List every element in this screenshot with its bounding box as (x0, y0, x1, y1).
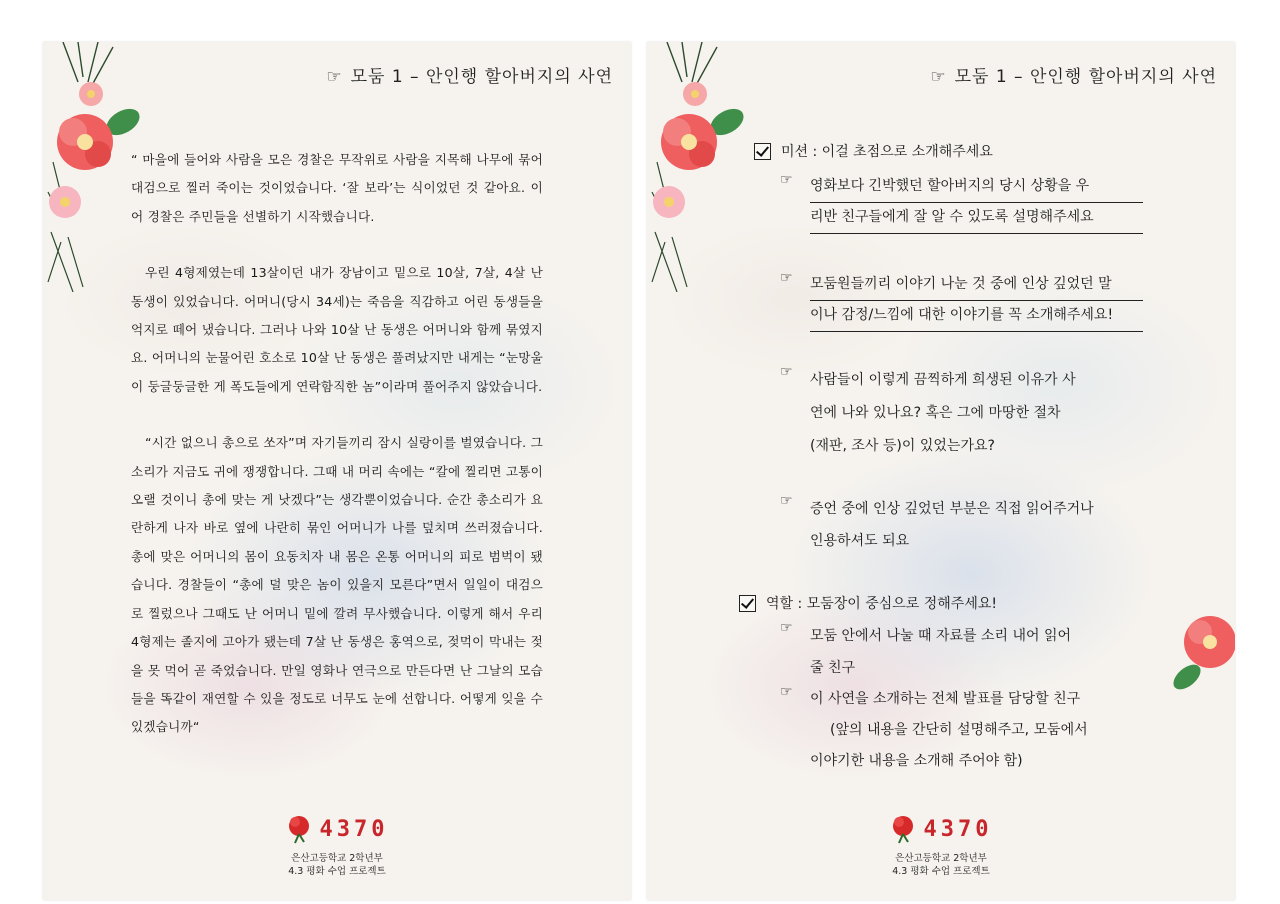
mission-heading (754, 141, 993, 161)
pointing-hand-icon: ☞ (780, 270, 793, 286)
role-item (780, 684, 1088, 777)
checkbox-checked-icon (739, 595, 756, 612)
role-item-line: 모둠 안에서 나눌 때 자료를 소리 내어 읽어 (810, 628, 1072, 644)
footer (647, 814, 1235, 878)
logo-number: 4370 (923, 816, 993, 842)
role-item (780, 620, 1072, 684)
pointing-hand-icon: ☞ (780, 172, 793, 188)
school-name: 은산고등학교 2학년부 (291, 853, 383, 864)
role-item-line: 줄 친구 (810, 660, 856, 676)
mission-item-line: 이나 감정/느낌에 대한 이야기를 꼭 소개해주세요! (810, 301, 1143, 332)
school-name: 은산고등학교 2학년부 (895, 853, 987, 864)
role-item-line: 이 사연을 소개하는 전체 발표를 담당할 친구 (810, 691, 1081, 707)
mission-item (780, 493, 1094, 557)
testimony-paragraph: 우린 4형제였는데 13살이던 내가 장남이고 밑으로 10살, 7살, 4살 난 동생이 있었습니다. 어머니(당시 34세)는 죽음을 직감하고 어린 동생들을 억지로 떼어 냈습니다. 그러나 나와 10살 난 동생은 어머니와 함께 묶였지요. 어머니의 눈물어린 호소로 10살 난 동생은 풀려났지만 내게는 “눈망울이 둥글둥글한 게 폭도들에게 연락함직한 놈”이라며 풀어주지 않았습니다. (131, 265, 543, 394)
testimony-paragraph: “ 마을에 들어와 사람을 모은 경찰은 무작위로 사람을 지목해 나무에 묶어 대검으로 찔러 죽이는 것이었습니다. ‘잘 보라’는 식이었던 것 같아요. 이어 경찰은 주민들을 선별하기 시작했습니다. (131, 152, 543, 224)
mission-item (780, 270, 1143, 332)
pointing-hand-icon: ☞ (780, 684, 793, 700)
testimony-paragraph: “시간 없으니 총으로 쏘자”며 자기들끼리 잠시 실랑이를 벌였습니다. 그 소리가 지금도 귀에 쟁쟁합니다. 그때 내 머리 속에는 “칼에 찔리면 고통이 오랠 것이니 총에 맞는 게 낫겠다”는 생각뿐이었습니다. 순간 총소리가 요란하게 나자 바로 옆에 나란히 묶인 어머니가 나를 덮치며 쓰러졌습니다. 총에 맞은 어머니의 몸이 요동치자 내 몸은 온통 어머니의 피로 범벅이 됐습니다. 경찰들이 “총에 덜 맞은 놈이 있을지 모른다”면서 일일이 대검으로 찔렀으나 그때도 난 어머니 밑에 깔려 무사했습니다. 이렇게 해서 우리 4형제는 졸지에 고아가 됐는데 7살 난 동생은 홍역으로, 젖먹이 막내는 젖을 못 먹어 곧 죽었습니다. 만일 영화나 연극으로 만든다면 난 그날의 모습들을 똑같이 재연할 수 있을 정도로 너무도 눈에 선합니다. 어떻게 잊을 수 있겠습니까“ (131, 435, 543, 735)
project-logo (43, 814, 631, 844)
pointing-hand-icon: ☞ (326, 67, 343, 87)
camellia-logo-icon (890, 814, 916, 844)
mission-item-line: 영화보다 긴박했던 할아버지의 당시 상황을 우 (810, 172, 1143, 203)
project-name: 4.3 평화 수업 프로젝트 (288, 866, 386, 877)
camellia-logo-icon (286, 814, 312, 844)
pointing-hand-icon: ☞ (780, 364, 793, 380)
pointing-hand-icon: ☞ (780, 493, 793, 509)
mission-item-line: 연에 나와 있나요? 혹은 그에 마땅한 절차 (810, 405, 1061, 421)
mission-item-line: 사람들이 이렇게 끔찍하게 희생된 이유가 사 (810, 372, 1076, 388)
role-heading (739, 593, 997, 613)
testimony-text (131, 146, 543, 742)
right-page (647, 42, 1235, 900)
mission-item-line: 증언 중에 인상 깊었던 부분은 직접 읽어주거나 (810, 501, 1094, 517)
role-label: 역할 : 모둠장이 중심으로 정해주세요! (766, 596, 997, 612)
mission-label: 미션 : 이걸 초점으로 소개해주세요 (781, 144, 993, 160)
mission-item-line: 인용하셔도 되요 (810, 533, 910, 549)
footer (43, 814, 631, 878)
project-logo (647, 814, 1235, 844)
logo-number: 4370 (319, 816, 389, 842)
mission-item (780, 172, 1143, 234)
checkbox-checked-icon (754, 143, 771, 160)
page-header (326, 62, 613, 87)
mission-item-line: 모둠원들끼리 이야기 나눈 것 중에 인상 깊었던 말 (810, 270, 1143, 301)
pointing-hand-icon: ☞ (780, 620, 793, 636)
mission-item-line: 리반 친구들에게 잘 알 수 있도록 설명해주세요 (810, 203, 1143, 234)
pointing-hand-icon: ☞ (930, 67, 947, 87)
left-page (43, 42, 631, 900)
header-title: 모둠 1 – 안인행 할아버지의 사연 (350, 67, 613, 87)
mission-item-line: (재판, 조사 등)이 있었는가요? (810, 438, 995, 454)
role-item-line: 이야기한 내용을 소개해 주어야 함) (810, 753, 1023, 769)
header-title: 모둠 1 – 안인행 할아버지의 사연 (954, 67, 1217, 87)
instructions (647, 42, 1235, 900)
role-item-line: (앞의 내용을 간단히 설명해주고, 모둠에서 (830, 722, 1088, 738)
camellia-flower-decoration (43, 42, 143, 292)
mission-item (780, 364, 1076, 463)
project-name: 4.3 평화 수업 프로젝트 (892, 866, 990, 877)
